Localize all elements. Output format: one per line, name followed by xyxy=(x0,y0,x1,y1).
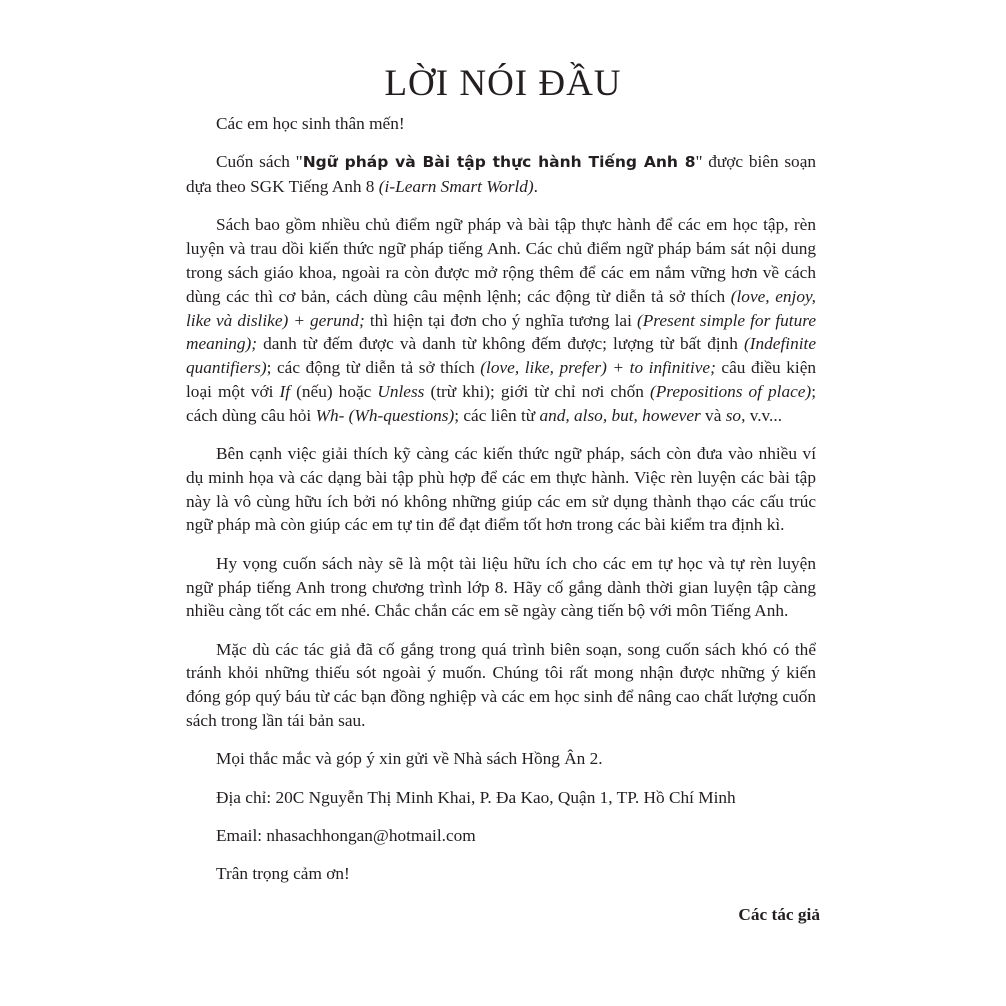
text-run: ; cách dùng câu hỏi xyxy=(186,381,817,425)
paragraph-contents xyxy=(186,213,816,427)
grammar-term: (love, like, prefer) + to infinitive; xyxy=(480,358,716,378)
series-name: (i-Learn Smart World) xyxy=(378,177,534,197)
grammar-term: (Indefinite quantifiers) xyxy=(186,334,816,378)
book-title: Ngữ pháp và Bài tập thực hành Tiếng Anh 8 xyxy=(302,153,696,172)
grammar-term: (Prepositions of place) xyxy=(649,381,812,401)
signature: Các tác giả xyxy=(738,905,820,924)
grammar-term: Unless xyxy=(377,381,425,401)
paragraph-intro xyxy=(186,150,816,199)
grammar-term: (Present simple for future meaning); xyxy=(186,310,816,354)
page-title: LỜI NÓI ĐẦU xyxy=(384,63,622,104)
grammar-term: If xyxy=(279,381,291,401)
text-run: Cuốn sách " xyxy=(216,152,303,172)
text-run: ; các liên từ xyxy=(454,405,540,425)
preface-body xyxy=(186,112,816,886)
grammar-term: so xyxy=(725,405,742,425)
text-run: và xyxy=(700,405,726,425)
text-run: . xyxy=(533,177,538,197)
text-run: thì hiện tại đơn cho ý nghĩa tương lai xyxy=(364,310,637,330)
grammar-term: Wh- (Wh-questions) xyxy=(315,405,455,425)
text-run: , v.v... xyxy=(741,405,783,425)
paragraph-hope: Hy vọng cuốn sách này sẽ là một tài liệu hữu ích cho các em tự học và tự rèn luyện ngữ pháp tiếng Anh trong chương trình lớp 8. Hãy cố gắng dành thời gian luyện tập càng nhiều càng tốt các em nhé. Chắc chắn các em sẽ ngày càng tiến bộ với môn Tiếng Anh. xyxy=(186,553,816,621)
text-run: Sách bao gồm nhiều chủ điểm ngữ pháp và bài tập thực hành để các em học tập, rèn luyện và trau dồi kiến thức ngữ pháp tiếng Anh. Các chủ điểm ngữ pháp bám sát nội dung trong sách giáo khoa, ngoài ra còn được mở rộng thêm để các em nắm vững hơn về cách dùng các thì cơ bản, cách dùng câu mệnh lệnh; các động từ diễn tả sở thích xyxy=(186,215,816,306)
address-line: Địa chỉ: 20C Nguyễn Thị Minh Khai, P. Đa Kao, Quận 1, TP. Hồ Chí Minh xyxy=(216,787,736,807)
text-run: ; các động từ diễn tả sở thích xyxy=(266,358,481,378)
contact-note: Mọi thắc mắc và góp ý xin gửi về Nhà sách Hồng Ân 2. xyxy=(216,749,603,769)
thanks-line: Trân trọng cảm ơn! xyxy=(216,864,350,884)
grammar-term: and, also, but, however xyxy=(539,405,701,425)
email-line: Email: nhasachhongan@hotmail.com xyxy=(216,825,476,845)
text-run: câu điều kiện loại một với xyxy=(186,358,817,401)
paragraph-exercises: Bên cạnh việc giải thích kỹ càng các kiến thức ngữ pháp, sách còn đưa vào nhiều ví dụ minh họa và các dạng bài tập phù hợp để các em thực hành. Việc rèn luyện các bài tập này là vô cùng hữu ích bởi nó không những giúp các em sử dụng thành thạo các cấu trúc ngữ pháp mà còn giúp các em tự tin để đạt điểm tốt hơn trong các bài kiểm tra định kì. xyxy=(186,444,816,535)
text-run: (nếu) hoặc xyxy=(290,381,378,401)
text-run: danh từ đếm được và danh từ không đếm được; lượng từ bất định xyxy=(257,334,745,354)
paragraph-feedback: Mặc dù các tác giả đã cố gắng trong quá trình biên soạn, song cuốn sách khó có thể tránh khỏi những thiếu sót ngoài ý muốn. Chúng tôi rất mong nhận được những ý kiến đóng góp quý báu từ các bạn đồng nghiệp và các em học sinh để nâng cao chất lượng cuốn sách trong lần tái bản sau. xyxy=(186,639,816,731)
text-run: " được biên soạn dựa theo SGK Tiếng Anh 8 xyxy=(186,152,817,197)
text-run: (trừ khi); giới từ chỉ nơi chốn xyxy=(424,381,650,401)
grammar-term: (love, enjoy, like và dislike) + gerund; xyxy=(186,286,817,330)
greeting: Các em học sinh thân mến! xyxy=(216,114,405,133)
